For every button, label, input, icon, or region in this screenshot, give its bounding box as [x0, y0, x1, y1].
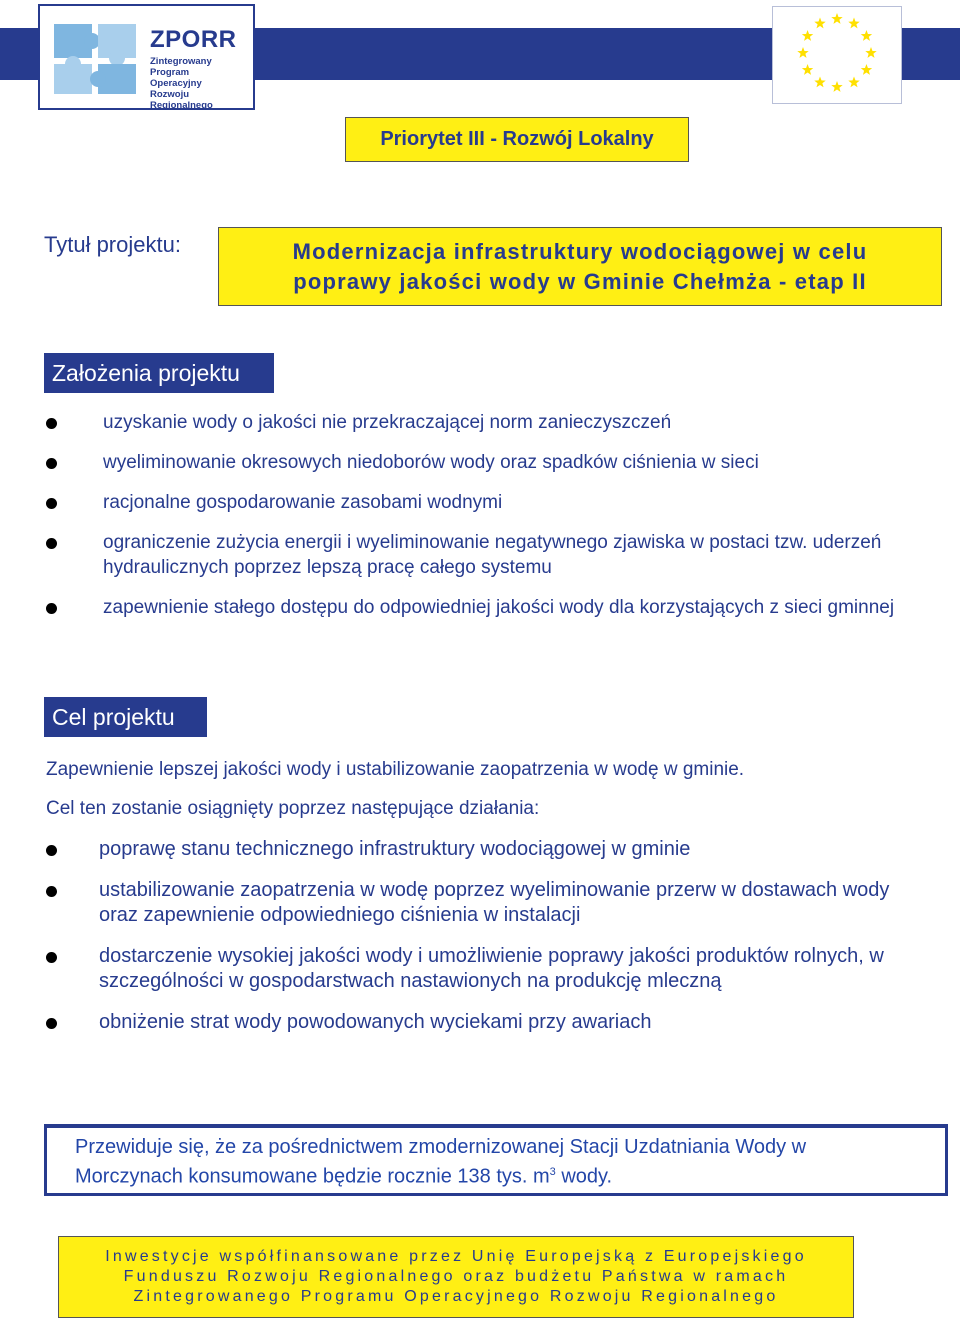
list-item-text: racjonalne gospodarowanie zasobami wodnymi	[103, 492, 503, 513]
logo-subtitle	[150, 56, 250, 111]
assumptions-list	[103, 410, 923, 635]
eu-star-icon	[865, 47, 876, 58]
bullet-icon	[46, 538, 57, 549]
eu-star-icon	[797, 47, 808, 58]
eu-star-icon	[831, 81, 842, 92]
forecast-text: Przewiduje się, że za pośrednictwem zmodernizowanej Stacji Uzdatniania Wody w Morczynach konsumowane będzie rocznie 138 tys. m	[75, 1136, 807, 1188]
forecast-superscript: 3	[549, 1166, 556, 1178]
goal-statement: Zapewnienie lepszej jakości wody i ustabilizowanie zaopatrzenia w wodę w gminie.	[46, 759, 745, 780]
list-item-text: ograniczenie zużycia energii i wyeliminowanie negatywnego zjawiska w postaci tzw. uderzeń hydraulicznych poprzez lepszą pracę całego systemu	[103, 532, 882, 578]
logo-title: ZPORR	[150, 26, 237, 53]
project-title-line: poprawy jakości wody w Gminie Chełmża - etap II	[293, 268, 867, 294]
bullet-icon	[46, 418, 57, 429]
zporr-logo	[38, 4, 255, 110]
project-title-label: Tytuł projektu:	[44, 232, 181, 257]
eu-star-icon	[848, 76, 859, 87]
eu-star-icon	[861, 30, 872, 41]
list-item-text: wyeliminowanie okresowych niedoborów wody oraz spadków ciśnienia w sieci	[103, 452, 759, 473]
logo-subtitle-line: Rozwoju Regionalnego	[150, 89, 213, 111]
assumptions-heading: Założenia projektu	[44, 353, 274, 393]
list-item-text: dostarczenie wysokiej jakości wody i umożliwienie poprawy jakości produktów rolnych, w szczególności w gospodarstwach nastawionych na produkcję mleczną	[99, 945, 884, 992]
list-item-text: zapewnienie stałego dostępu do odpowiedniej jakości wody dla korzystających z sieci gminnej	[103, 597, 895, 618]
puzzle-icon	[54, 20, 140, 96]
list-item	[99, 1010, 929, 1035]
eu-star-icon	[861, 64, 872, 75]
footer-line: Funduszu Rozwoju Regionalnego oraz budżetu Państwa w ramach	[123, 1268, 789, 1285]
list-item	[103, 490, 923, 515]
list-item	[103, 450, 923, 475]
logo-subtitle-line: Operacyjny	[150, 78, 202, 89]
list-item	[99, 878, 929, 928]
bullet-icon	[46, 498, 57, 509]
list-item-text: poprawę stanu technicznego infrastruktury wodociągowej w gminie	[99, 838, 691, 860]
bullet-icon	[46, 845, 57, 856]
logo-subtitle-line: Zintegrowany Program	[150, 56, 212, 78]
eu-star-icon	[814, 76, 825, 87]
eu-star-icon	[802, 64, 813, 75]
eu-star-icon	[814, 18, 825, 29]
list-item-text: obniżenie strat wody powodowanych wyciekami przy awariach	[99, 1011, 652, 1033]
list-item-text: uzyskanie wody o jakości nie przekraczającej norm zanieczyszczeń	[103, 412, 672, 433]
goal-actions-list	[99, 837, 929, 1051]
list-item	[103, 530, 923, 580]
list-item	[103, 595, 923, 620]
eu-stars-icon	[773, 7, 901, 103]
goal-heading: Cel projektu	[44, 697, 207, 737]
forecast-box	[44, 1124, 948, 1196]
footer-funding-note	[58, 1236, 854, 1318]
goal-intro: Cel ten zostanie osiągnięty poprzez następujące działania:	[46, 798, 540, 819]
bullet-icon	[46, 886, 57, 897]
list-item	[99, 837, 929, 862]
footer-line: Zintegrowanego Programu Operacyjnego Rozwoju Regionalnego	[133, 1288, 779, 1305]
footer-line: Inwestycje współfinansowane przez Unię Europejską z Europejskiego	[105, 1248, 807, 1265]
bullet-icon	[46, 952, 57, 963]
project-title-box	[218, 227, 942, 306]
bullet-icon	[46, 1018, 57, 1029]
list-item	[103, 410, 923, 435]
list-item-text: ustabilizowanie zaopatrzenia w wodę poprzez wyeliminowanie przerw w dostawach wody oraz zapewnienie odpowiedniego ciśnienia w instalacji	[99, 879, 890, 926]
priority-banner: Priorytet III - Rozwój Lokalny	[345, 117, 689, 162]
bullet-icon	[46, 603, 57, 614]
eu-star-icon	[802, 30, 813, 41]
eu-flag	[772, 6, 902, 104]
eu-star-icon	[848, 18, 859, 29]
bullet-icon	[46, 458, 57, 469]
eu-star-icon	[831, 13, 842, 24]
forecast-text-end: wody.	[555, 1165, 613, 1188]
list-item	[99, 944, 929, 994]
project-title-line: Modernizacja infrastruktury wodociągowej w celu	[292, 238, 868, 264]
